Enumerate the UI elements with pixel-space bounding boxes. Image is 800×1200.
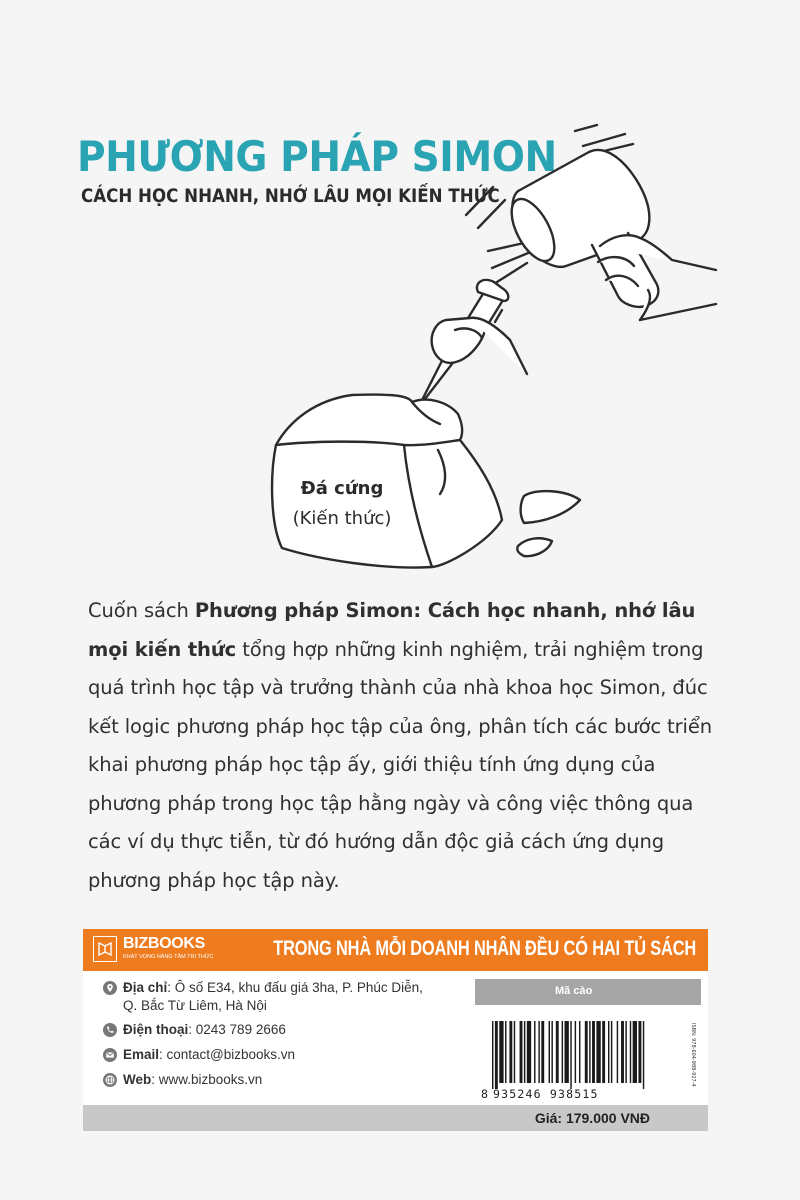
barcode-bar — [565, 1021, 569, 1083]
web-value: : www.bizbooks.vn — [151, 1072, 263, 1087]
rock-label-subtitle: (Kiến thức) — [292, 508, 392, 529]
barcode-bar — [625, 1021, 626, 1083]
barcode-bar — [589, 1021, 590, 1083]
scratch-code-label: Mã cào — [555, 985, 593, 997]
web-row — [103, 1071, 463, 1089]
address-row — [103, 979, 463, 1015]
barcode-bar — [617, 1021, 618, 1083]
description-body: tổng hợp những kinh nghiệm, trải nghiệm trong quá trình học tập và trưởng thành của nhà khoa học Simon, đúc kết logic phương pháp học tập của ông, phân tích các bước triển khai phương pháp học tập ấy, giới thiệu tính ứng dụng của phương pháp trong học tập hằng ngày và công việc thông qua các ví dụ thực tiễn, từ đó hướng dẫn độc giả cách ứng dụng phương pháp học tập này. — [88, 637, 712, 892]
address-label: Địa chỉ — [123, 980, 168, 995]
phone-icon — [103, 1023, 117, 1037]
description-book-title: Phương pháp Simon: Cách học nhanh, nhớ lâu mọi kiến thức — [88, 599, 696, 661]
scratch-code-box — [475, 979, 701, 1005]
phone-value: : 0243 789 2666 — [188, 1022, 286, 1037]
phone-row — [103, 1021, 463, 1039]
rock-label — [272, 474, 412, 534]
barcode-bar — [495, 1021, 498, 1089]
barcode-bar — [621, 1021, 624, 1083]
barcode-bar — [633, 1021, 637, 1083]
barcode-bar — [541, 1021, 544, 1083]
barcode-bar — [638, 1021, 641, 1083]
publisher-logo — [93, 935, 221, 965]
book-logo-icon — [93, 936, 117, 962]
hammer-icon — [503, 150, 716, 320]
web-label: Web — [123, 1072, 152, 1087]
barcode-bar — [549, 1021, 550, 1083]
barcode-bar — [611, 1021, 612, 1083]
barcode-bar — [602, 1021, 605, 1083]
publisher-info — [83, 971, 708, 1105]
barcode-bar — [562, 1021, 563, 1083]
publisher-footer — [83, 929, 708, 1131]
barcode-bar — [514, 1021, 515, 1083]
barcode-bar — [575, 1021, 576, 1083]
publisher-slogan: TRONG NHÀ MỖI DOANH NHÂN ĐỀU CÓ HAI TỦ SÁCH — [273, 937, 696, 960]
barcode-bar — [524, 1021, 525, 1083]
email-icon — [103, 1048, 117, 1062]
logo-tagline: KHÁT VỌNG NÂNG TẦM TRI THỨC — [123, 954, 214, 960]
barcode-bar — [499, 1021, 503, 1083]
barcode-bar — [538, 1021, 539, 1083]
barcode-bar — [585, 1021, 588, 1083]
barcode-bar — [570, 1021, 571, 1089]
chisel-icon — [418, 280, 527, 408]
rock-label-title: Đá cứng — [300, 478, 384, 499]
barcode-bar — [643, 1021, 644, 1089]
barcode-bar — [556, 1021, 559, 1083]
barcode-bar — [592, 1021, 595, 1083]
description-lead: Cuốn sách — [88, 599, 195, 622]
phone-label: Điện thoại — [123, 1022, 189, 1037]
barcode-bar — [505, 1021, 506, 1083]
address-line-2: Q. Bắc Từ Liêm, Hà Nội — [123, 998, 267, 1013]
barcode-first-digit: 8 — [481, 1087, 488, 1101]
contact-list — [103, 979, 463, 1089]
email-label: Email — [123, 1047, 160, 1062]
barcode-bar — [596, 1021, 600, 1083]
barcode-digits: 935246 938515 — [493, 1087, 599, 1101]
barcode-bar — [492, 1021, 493, 1089]
barcode-bar — [630, 1021, 631, 1083]
book-title: PHƯƠNG PHÁP SIMON — [77, 132, 557, 181]
barcode-bar — [527, 1021, 531, 1083]
barcode-bar — [579, 1021, 580, 1083]
book-subtitle: CÁCH HỌC NHANH, NHỚ LÂU MỌI KIẾN THỨC — [81, 186, 500, 207]
barcode-bar — [520, 1021, 523, 1083]
price-label: Giá: 179.000 VNĐ — [534, 1110, 650, 1126]
isbn-side-text: ISBN: 978-604-988-927-4 — [690, 1023, 696, 1087]
barcode-bar — [509, 1021, 512, 1083]
book-description — [88, 592, 728, 900]
barcode-bar — [608, 1021, 609, 1083]
address-line-1: : Ô số E34, khu đấu giá 3ha, P. Phúc Diễn, — [167, 980, 423, 995]
globe-icon — [103, 1073, 117, 1087]
email-value: : contact@bizbooks.vn — [159, 1047, 296, 1062]
location-pin-icon — [103, 981, 117, 995]
barcode-bar — [551, 1021, 552, 1083]
logo-name: BIZBOOKS — [123, 935, 206, 952]
price-bar — [83, 1105, 708, 1131]
publisher-banner — [83, 929, 708, 971]
barcode-bar — [534, 1021, 535, 1083]
email-row — [103, 1046, 463, 1064]
